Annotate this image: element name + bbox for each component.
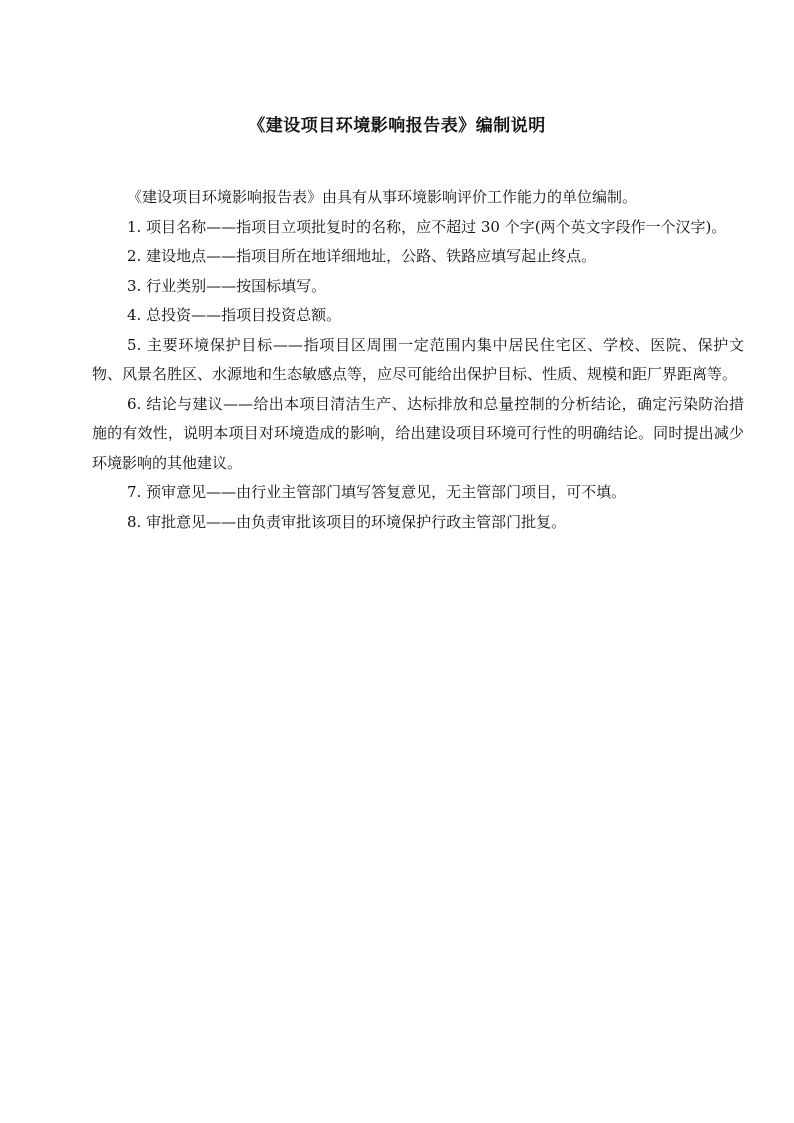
item-construction-site: 2. 建设地点——指项目所在地详细地址，公路、铁路应填写起止终点。 — [127, 247, 597, 265]
intro-paragraph: 《建设项目环境影响报告表》由具有从事环境影响评价工作能力的单位编制。 — [127, 188, 638, 206]
item-approval-opinion: 8. 审批意见——由负责审批该项目的环境保护行政主管部门批复。 — [127, 512, 567, 531]
page-title: 《建设项目环境影响报告表》编制说明 — [248, 116, 546, 136]
item-industry-category: 3. 行业类别——按国标填写。 — [127, 276, 327, 295]
document-body — [92, 183, 744, 537]
item-preliminary-review: 7. 预审意见——由行业主管部门填写答复意见，无主管部门项目，可不填。 — [127, 483, 627, 501]
item-project-name: 1. 项目名称——指项目立项批复时的名称，应不超过 30 个字(两个英文字段作一个汉字)。 — [127, 217, 727, 236]
item-total-investment: 4. 总投资——指项目投资总额。 — [127, 306, 342, 324]
item-conclusions: 6. 结论与建议——给出本项目清洁生产、达标排放和总量控制的分析结论，确定污染防治措施的有效性，说明本项目对环境造成的影响，给出建设项目环境可行性的明确结论。同时提出减少环境影响的其他建议。 — [92, 394, 744, 472]
item-protection-targets: 5. 主要环境保护目标——指项目区周围一定范围内集中居民住宅区、学校、医院、保护文物、风景名胜区、水源地和生态敏感点等，应尽可能给出保护目标、性质、规模和距厂界距离等。 — [92, 335, 744, 383]
